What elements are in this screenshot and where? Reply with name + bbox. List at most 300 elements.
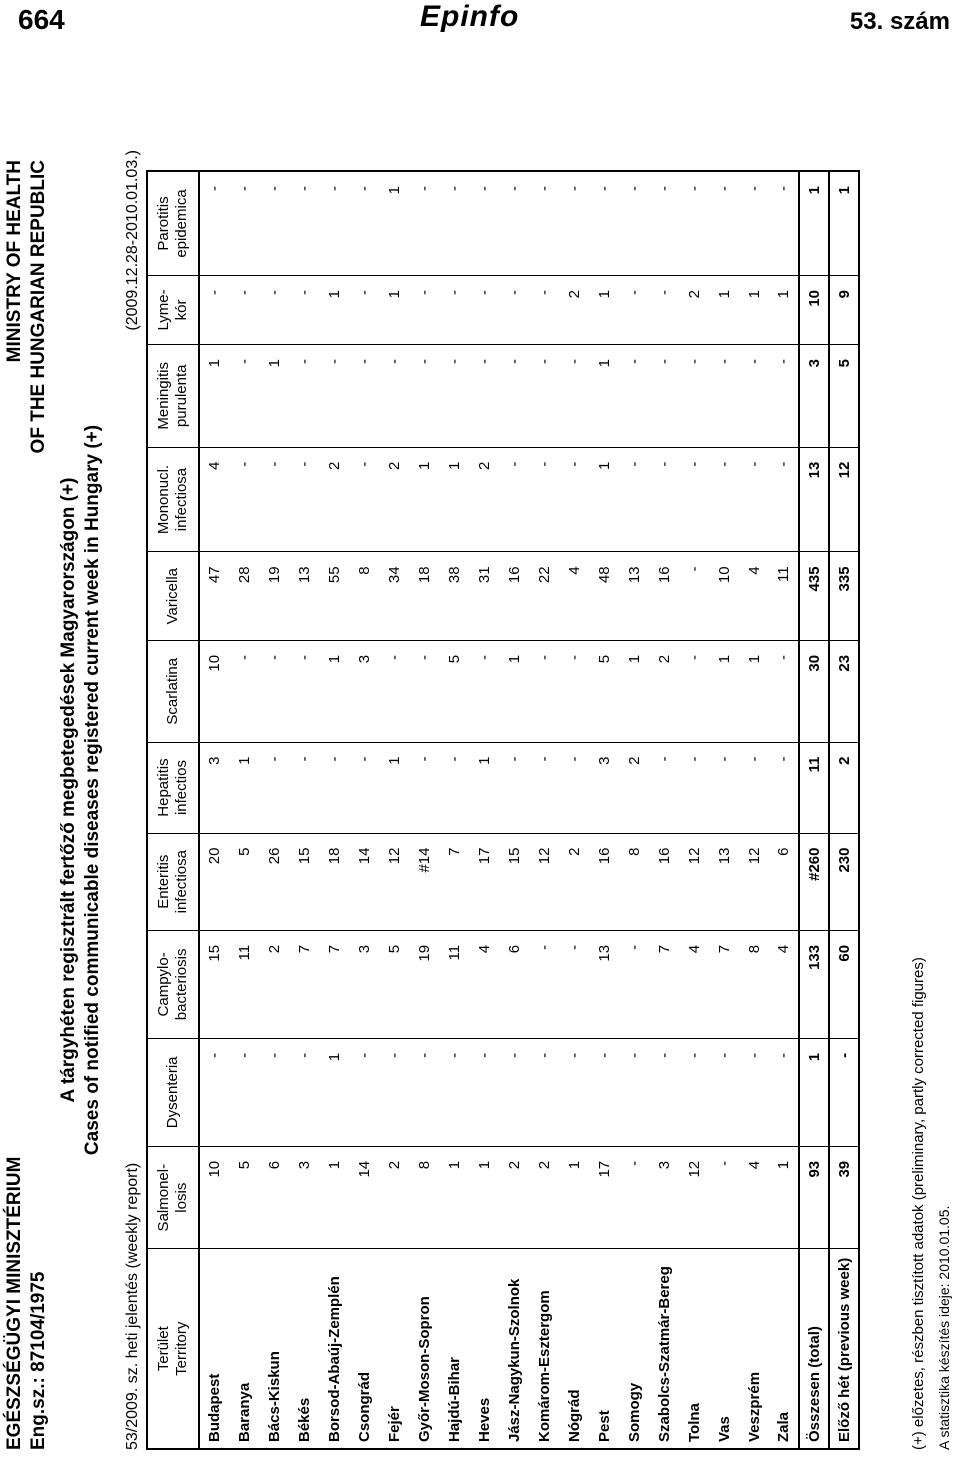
value-cell: 13 [709,833,739,930]
value-cell: 31 [469,552,499,641]
value-cell: 16 [649,833,679,930]
value-cell: - [679,1038,709,1146]
header-line: Enteritis [155,854,172,909]
value-cell: - [499,447,529,552]
value-cell: 13 [619,552,649,641]
value-cell: - [499,275,529,344]
value-cell: - [739,447,769,552]
value-cell: - [619,275,649,344]
value-cell: - [349,275,379,344]
value-cell: - [319,171,349,275]
territory-cell: Fejér [385,1406,403,1442]
value-cell: - [439,742,469,833]
value-cell: - [289,275,319,344]
value-cell: 22 [529,552,559,641]
value-cell: - [259,447,289,552]
disease-table [146,170,860,1450]
value-cell: 12 [529,833,559,930]
value-cell: - [739,1038,769,1146]
org-name-hu: EGÉSZSÉGÜGYI MINISZTÉRIUM [4,1156,25,1450]
value-cell: - [559,742,589,833]
value-cell: 1 [589,344,619,447]
header-territory [147,1249,199,1449]
value-cell: - [439,344,469,447]
value-cell: - [619,1038,649,1146]
value-cell: 8 [739,930,769,1038]
territory-cell: Szabolcs-Szatmár-Bereg [655,1266,673,1442]
total-row [799,171,829,1449]
value-cell: - [649,447,679,552]
value-cell: 4 [199,447,229,552]
territory-cell: Hajdú-Bihar [445,1356,463,1442]
value-cell: 11 [769,552,799,641]
table-row [319,171,349,1449]
table-row [559,171,589,1449]
table-body [199,171,859,1449]
table-row [589,171,619,1449]
column-header [147,833,199,930]
value-cell: 12 [739,833,769,930]
value-cell: 1 [619,640,649,742]
value-cell: 2 [259,930,289,1038]
territory-cell: Békés [295,1397,313,1442]
value-cell: - [769,1038,799,1146]
value-cell: - [529,171,559,275]
value-cell: 2 [379,447,409,552]
value-cell: 3 [589,742,619,833]
value-cell: - [409,742,439,833]
table-row [739,171,769,1449]
value-cell: - [769,344,799,447]
value-cell: 2 [829,742,859,833]
territory-cell: Budapest [206,1373,223,1442]
territory-cell: Nógrád [565,1389,583,1442]
value-cell: 17 [469,833,499,930]
value-cell: 1 [319,275,349,344]
prev-row [829,171,859,1449]
value-cell: - [409,640,439,742]
value-cell: 47 [199,552,229,641]
value-cell: 13 [589,930,619,1038]
header-line: Parotitis [155,196,172,251]
table-row [439,171,469,1449]
value-cell: - [349,1038,379,1146]
value-cell: 2 [679,275,709,344]
value-cell: 1 [559,1146,589,1249]
value-cell: - [529,742,559,833]
value-cell: 9 [829,275,859,344]
value-cell: - [229,275,259,344]
value-cell: - [469,275,499,344]
column-header [147,1146,199,1249]
value-cell: 2 [469,447,499,552]
value-cell: - [679,447,709,552]
value-cell: 1 [409,447,439,552]
statistics-date: A statisztika készítés ideje: 2010.01.05. [936,1205,952,1450]
value-cell: - [469,344,499,447]
value-cell: - [559,344,589,447]
value-cell: 4 [739,1146,769,1249]
value-cell: 12 [679,833,709,930]
column-header [147,1038,199,1146]
value-cell: - [499,742,529,833]
header-line: Hepatitis [155,758,172,817]
territory-cell: Előző hét (previous week) [829,1249,859,1449]
value-cell: 23 [829,640,859,742]
value-cell: - [709,742,739,833]
value-cell: 2 [649,640,679,742]
table-row [649,171,679,1449]
table-row [499,171,529,1449]
value-cell: - [559,171,589,275]
value-cell: 4 [679,930,709,1038]
value-cell: 1 [799,171,829,275]
table-row [289,171,319,1449]
header-line: epidemica [173,189,190,258]
value-cell: 18 [319,833,349,930]
value-cell: 6 [259,1146,289,1249]
issue-number: 53. szám [849,8,950,35]
page-number: 664 [18,4,65,35]
territory-cell: Összesen (total) [799,1249,829,1449]
value-cell: 8 [409,1146,439,1249]
value-cell: 1 [499,640,529,742]
territory-cell: Baranya [235,1382,253,1442]
value-cell: 1 [379,742,409,833]
value-cell: - [229,344,259,447]
value-cell: 5 [829,344,859,447]
value-cell: - [619,1146,649,1249]
header-line: Varicella [164,567,181,625]
value-cell: - [619,171,649,275]
column-header [147,447,199,552]
value-cell: - [739,344,769,447]
header-line: purulenta [173,364,190,428]
value-cell: 3 [349,930,379,1038]
value-cell: 1 [589,447,619,552]
header-line: Lyme- [155,289,172,331]
value-cell: - [469,171,499,275]
value-cell: - [349,447,379,552]
value-cell: 230 [829,833,859,930]
value-cell: 4 [769,930,799,1038]
value-cell: 2 [529,1146,559,1249]
table-row [679,171,709,1449]
territory-cell: Veszprém [745,1371,763,1442]
value-cell: - [529,640,559,742]
territory-cell: Pest [595,1410,613,1442]
value-cell: - [229,171,259,275]
value-cell: - [769,640,799,742]
value-cell: 5 [229,1146,259,1249]
value-cell: 34 [379,552,409,641]
report-period: (2009.12.28-2010.01.03.) [124,150,141,331]
value-cell: - [679,171,709,275]
value-cell: - [739,171,769,275]
value-cell: 48 [589,552,619,641]
value-cell: 1 [709,640,739,742]
territory-cell: Vas [715,1416,733,1442]
value-cell: - [769,742,799,833]
value-cell: 4 [469,930,499,1038]
value-cell: - [739,742,769,833]
value-cell: #14 [409,833,439,930]
value-cell: 17 [589,1146,619,1249]
value-cell: - [619,930,649,1038]
territory-cell: Somogy [625,1382,643,1442]
value-cell: - [649,742,679,833]
value-cell: 10 [709,552,739,641]
value-cell: 1 [769,1146,799,1249]
value-cell: - [259,742,289,833]
column-header [147,171,199,275]
value-cell: 14 [349,833,379,930]
territory-cell: Csongrád [355,1371,373,1442]
value-cell: 6 [499,930,529,1038]
value-cell: 133 [799,930,829,1038]
rotated-document [0,120,960,1460]
value-cell: - [709,447,739,552]
value-cell: - [319,344,349,447]
title-hungarian: A tárgyhéten regisztrált fertőző megbetegedések Magyarországon (+) [58,477,79,1103]
value-cell: 1 [439,447,469,552]
value-cell: 2 [559,275,589,344]
header-line: Mononucl. [155,464,172,535]
value-cell: 60 [829,930,859,1038]
value-cell: - [439,171,469,275]
value-cell: 1 [319,1038,349,1146]
value-cell: - [319,742,349,833]
value-cell: 1 [469,1146,499,1249]
value-cell: 12 [379,833,409,930]
header-line: Scarlatina [164,657,181,725]
value-cell: 13 [799,447,829,552]
territory-cell: Győr-Moson-Sopron [415,1296,433,1442]
value-cell: 1 [199,344,229,447]
value-cell: - [529,1038,559,1146]
value-cell: - [259,275,289,344]
value-cell: - [289,447,319,552]
value-cell: 7 [709,930,739,1038]
value-cell: - [349,171,379,275]
value-cell: 16 [589,833,619,930]
value-cell: 5 [229,833,259,930]
column-header [147,552,199,641]
value-cell: 2 [619,742,649,833]
value-cell: 20 [199,833,229,930]
value-cell: 1 [439,1146,469,1249]
value-cell: - [709,171,739,275]
header-line: Territory [173,1321,190,1376]
value-cell: - [289,344,319,447]
territory-cell: Jász-Nagykun-Szolnok [505,1278,523,1442]
value-cell: 19 [409,930,439,1038]
value-cell: 11 [799,742,829,833]
value-cell: - [409,171,439,275]
value-cell: 93 [799,1146,829,1249]
value-cell: 10 [799,275,829,344]
header-line: Dysenteria [164,1056,181,1129]
value-cell: 3 [649,1146,679,1249]
column-header [147,275,199,344]
territory-cell: Komárom-Esztergom [535,1290,553,1442]
value-cell: 28 [229,552,259,641]
value-cell: - [229,1038,259,1146]
value-cell: 15 [199,930,229,1038]
value-cell: - [559,640,589,742]
territory-cell: Bács-Kiskun [265,1351,283,1442]
header-line: losis [173,1182,190,1213]
value-cell: 15 [499,833,529,930]
value-cell: 6 [769,833,799,930]
header-line: infectiosa [173,850,190,914]
value-cell: - [649,171,679,275]
value-cell: 5 [589,640,619,742]
value-cell: - [499,344,529,447]
value-cell: - [709,1038,739,1146]
value-cell: - [199,171,229,275]
value-cell: 1 [739,275,769,344]
value-cell: 16 [499,552,529,641]
value-cell: - [379,640,409,742]
value-cell: - [649,275,679,344]
value-cell: - [379,344,409,447]
value-cell: 18 [409,552,439,641]
value-cell: - [289,1038,319,1146]
value-cell: - [709,344,739,447]
value-cell: - [229,447,259,552]
value-cell: - [679,552,709,641]
value-cell: 1 [769,275,799,344]
territory-cell: Borsod-Abaúj-Zemplén [325,1276,343,1442]
header-line: Meningitis [155,362,172,430]
value-cell: 3 [349,640,379,742]
value-cell: 7 [649,930,679,1038]
value-cell: - [679,742,709,833]
header-line: Terület [155,1326,172,1372]
value-cell: 3 [289,1146,319,1249]
column-header [147,640,199,742]
value-cell: - [679,640,709,742]
value-cell: - [619,447,649,552]
value-cell: 1 [379,171,409,275]
value-cell: - [769,447,799,552]
value-cell: - [439,275,469,344]
table-row [229,171,259,1449]
header-line: infectiosa [173,467,190,532]
table-row [769,171,799,1449]
header-line: kór [173,299,190,321]
value-cell: - [349,742,379,833]
brand-logo: Epinfo [420,0,520,33]
value-cell: - [289,171,319,275]
value-cell: 38 [439,552,469,641]
value-cell: 1 [799,1038,829,1146]
value-cell: 13 [289,552,319,641]
territory-cell: Zala [775,1411,792,1442]
value-cell: - [589,1038,619,1146]
value-cell: 7 [289,930,319,1038]
territory-cell: Heves [475,1397,493,1442]
value-cell: - [379,1038,409,1146]
value-cell: 16 [649,552,679,641]
value-cell: 10 [199,1146,229,1249]
value-cell: 14 [349,1146,379,1249]
value-cell: 1 [739,640,769,742]
header-line: Campylo- [155,952,172,1017]
table-row [469,171,499,1449]
value-cell: 2 [379,1146,409,1249]
value-cell: 1 [319,640,349,742]
value-cell: 1 [709,275,739,344]
value-cell: 26 [259,833,289,930]
value-cell: 3 [799,344,829,447]
value-cell: 5 [439,640,469,742]
value-cell: - [559,447,589,552]
table-row [619,171,649,1449]
territory-cell: Tolna [685,1403,703,1442]
value-cell: - [529,344,559,447]
value-cell: 335 [829,552,859,641]
value-cell: - [709,1146,739,1249]
value-cell: - [529,447,559,552]
table-row [529,171,559,1449]
table-row [709,171,739,1449]
table-row [379,171,409,1449]
value-cell: - [469,1038,499,1146]
column-header [147,742,199,833]
value-cell: - [259,1038,289,1146]
value-cell: 15 [289,833,319,930]
value-cell: - [829,1038,859,1146]
value-cell: 2 [499,1146,529,1249]
value-cell: 12 [679,1146,709,1249]
value-cell: - [769,171,799,275]
value-cell: - [649,344,679,447]
value-cell: 2 [559,833,589,930]
value-cell: 3 [199,742,229,833]
value-cell: 8 [619,833,649,930]
value-cell: 7 [439,833,469,930]
table-header-row [147,171,199,1449]
value-cell: 19 [259,552,289,641]
org-name-en-2: OF THE HUNGARIAN REPUBLIC [28,160,49,454]
value-cell: - [229,640,259,742]
value-cell: 1 [829,171,859,275]
org-name-en-1: MINISTRY OF HEALTH [4,160,25,363]
value-cell: - [619,344,649,447]
table-row [199,171,229,1449]
registration-number: Eng.sz.: 87104/1975 [28,1271,49,1450]
value-cell: #260 [799,833,829,930]
value-cell: 1 [319,1146,349,1249]
value-cell: - [469,640,499,742]
value-cell: 1 [469,742,499,833]
value-cell: - [559,1038,589,1146]
table-row [349,171,379,1449]
value-cell: - [259,640,289,742]
column-header [147,930,199,1038]
column-header [147,344,199,447]
value-cell: - [499,1038,529,1146]
report-number: 53/2009. sz. heti jelentés (weekly report) [124,1162,141,1450]
value-cell: 11 [229,930,259,1038]
value-cell: 5 [379,930,409,1038]
value-cell: - [289,640,319,742]
value-cell: - [649,1038,679,1146]
value-cell: - [349,344,379,447]
value-cell: - [529,275,559,344]
